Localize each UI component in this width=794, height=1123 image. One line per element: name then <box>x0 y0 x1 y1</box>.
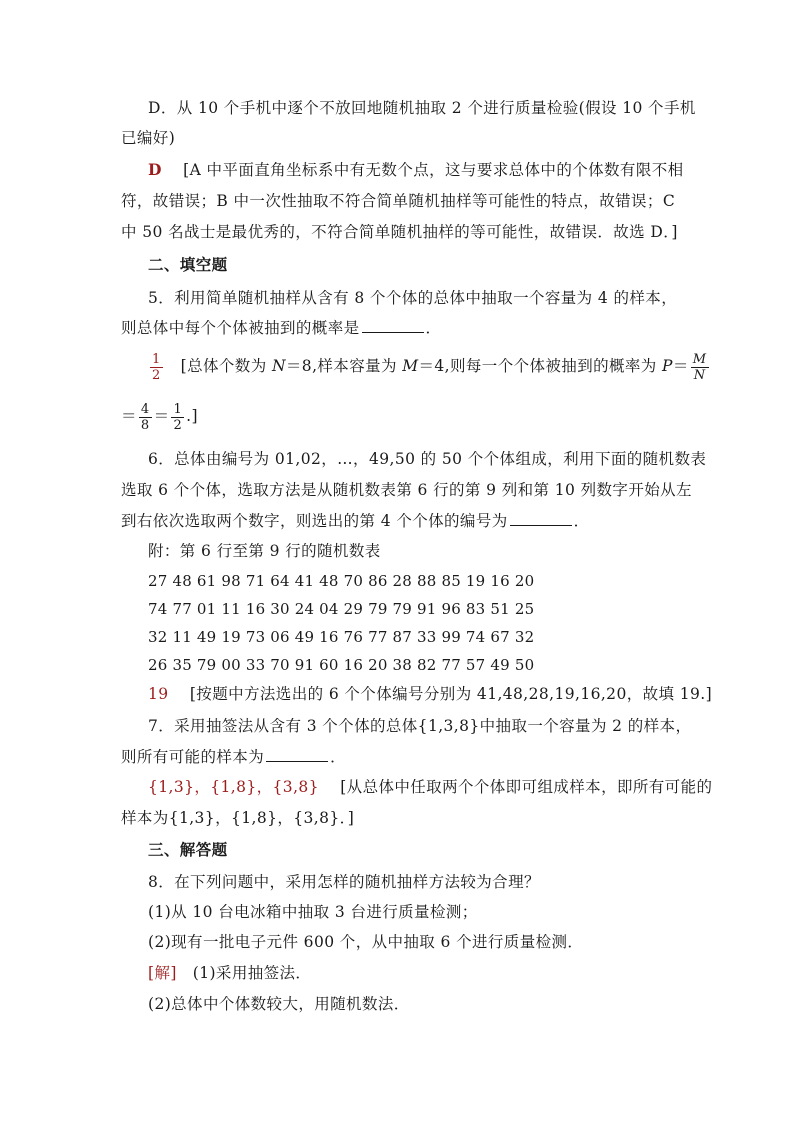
q6-line3-text: 到右依次选取两个数字，则选出的第 4 个个体的编号为 <box>121 512 508 530</box>
q8-sol1: (1)采用抽签法． <box>192 964 312 982</box>
q7-answer-line <box>148 777 712 797</box>
q4-answer-line <box>148 160 684 180</box>
q7-line2 <box>121 747 346 767</box>
q5-fraction-m-over-n <box>691 352 709 383</box>
q6-answer-blank <box>510 511 572 526</box>
q4-option-d-line2: 已编好) <box>121 129 176 147</box>
q5-fraction-1-over-2 <box>171 402 184 433</box>
q6-random-row-8: 32 11 49 19 73 06 49 16 76 77 87 33 99 74 67 32 <box>148 628 535 646</box>
q7-explain-line2: 样本为{1,3}，{1,8}，{3,8}．] <box>121 809 355 827</box>
q5-frac2-denominator: 8 <box>140 417 150 433</box>
q5-close: .] <box>186 407 198 425</box>
q5-answer-fraction <box>150 352 163 383</box>
section-answer-title: 三、解答题 <box>148 840 228 859</box>
q5-fraction-4-over-8 <box>139 402 152 433</box>
q6-appendix: 附：第 6 行至第 9 行的随机数表 <box>148 542 381 560</box>
q4-answer: D <box>148 160 162 179</box>
q6-line3 <box>121 511 590 531</box>
q8-sub2: (2)现有一批电子元件 600 个，从中抽取 6 个进行质量检测． <box>148 933 584 951</box>
q5-answer-blank <box>362 318 424 333</box>
q5-frac2-numerator: 4 <box>140 401 150 417</box>
q5-explain-part3: ＝4,则每一个个体被抽到的概率为 <box>418 357 663 375</box>
q6-random-row-7: 74 77 01 11 16 30 24 04 29 79 79 91 96 83 51 25 <box>148 600 535 618</box>
q6-random-row-6: 27 48 61 98 71 64 41 48 70 86 28 88 85 19 16 20 <box>148 572 535 590</box>
q6-explain: [按题中方法选出的 6 个个体编号分别为 41,48,28,19,16,20，故填 19.] <box>189 685 713 703</box>
q4-explain-line1: [A 中平面直角坐标系中有无数个点，这与要求总体中的个体数有限不相 <box>183 161 684 179</box>
q5-answer-denominator: 2 <box>152 367 161 383</box>
q5-var-m: M <box>402 357 419 375</box>
q5-answer-line2 <box>121 396 198 436</box>
q6-random-row-9: 26 35 79 00 33 70 91 60 16 20 38 82 77 57 49 50 <box>148 656 535 674</box>
q5-answer-numerator: 1 <box>152 351 161 367</box>
q5-answer-line <box>148 346 711 386</box>
q7-line2-end: ． <box>330 748 347 766</box>
q4-explain-line2: 符，故错误；B 中一次性抽取不符合简单随机抽样等可能性的特点，故错误；C <box>121 192 676 210</box>
q7-line1: 7．采用抽签法从含有 3 个个体的总体{1,3,8}中抽取一个容量为 2 的样本， <box>148 717 692 735</box>
q5-line2-text: 则总体中每个个体被抽到的概率是 <box>121 319 360 337</box>
q5-eq3: ＝ <box>153 407 170 425</box>
q5-var-n: N <box>271 357 286 375</box>
q5-frac1-denominator: N <box>693 367 706 383</box>
q5-line1: 5．利用简单随机抽样从含有 8 个个体的总体中抽取一个容量为 4 的样本， <box>148 289 678 307</box>
q5-frac1-numerator: M <box>692 351 707 367</box>
q8-line1: 8．在下列问题中，采用怎样的随机抽样方法较为合理？ <box>148 873 540 891</box>
q8-sol2: (2)总体中个体数较大，用随机数法． <box>148 995 410 1013</box>
q4-explain-line3: 中 50 名战士是最优秀的，不符合简单随机抽样的等可能性，故错误．故选 D．] <box>121 223 678 241</box>
q7-answer-blank <box>266 747 328 762</box>
q8-sub1: (1)从 10 台电冰箱中抽取 3 台进行质量检测； <box>148 903 478 921</box>
q8-solution-line1 <box>148 963 311 983</box>
q6-line2: 选取 6 个个体，选取方法是从随机数表第 6 行的第 9 列和第 10 列数字开始从左 <box>121 481 692 499</box>
q5-frac3-numerator: 1 <box>173 401 183 417</box>
q5-explain-part2: ＝8,样本容量为 <box>285 357 403 375</box>
q6-answer-line <box>148 684 712 704</box>
q4-option-d-line1: D．从 10 个手机中逐个不放回地随机抽取 2 个进行质量检验(假设 10 个手机 <box>148 99 696 117</box>
q5-line2-end: ． <box>425 319 442 337</box>
q6-line1: 6．总体由编号为 01,02，…，49,50 的 50 个个体组成，利用下面的随机数表 <box>148 450 707 468</box>
q6-line3-end: ． <box>573 512 590 530</box>
q5-var-p: P <box>662 357 673 375</box>
q5-eq: ＝ <box>672 357 689 375</box>
q7-explain-line1: [从总体中任取两个个体即可组成样本，即所有可能的 <box>340 778 713 796</box>
q6-answer: 19 <box>148 685 169 703</box>
q5-explain-part1: [总体个数为 <box>180 357 272 375</box>
q5-frac3-denominator: 2 <box>173 417 183 433</box>
q8-solution-tag: [解] <box>148 964 177 982</box>
q5-eq2: ＝ <box>121 407 137 425</box>
q7-answer: {1,3}，{1,8}，{3,8} <box>148 778 319 796</box>
q7-line2-text: 则所有可能的样本为 <box>121 748 265 766</box>
section-fill-blank-title: 二、填空题 <box>148 255 228 274</box>
q5-line2 <box>121 318 441 338</box>
